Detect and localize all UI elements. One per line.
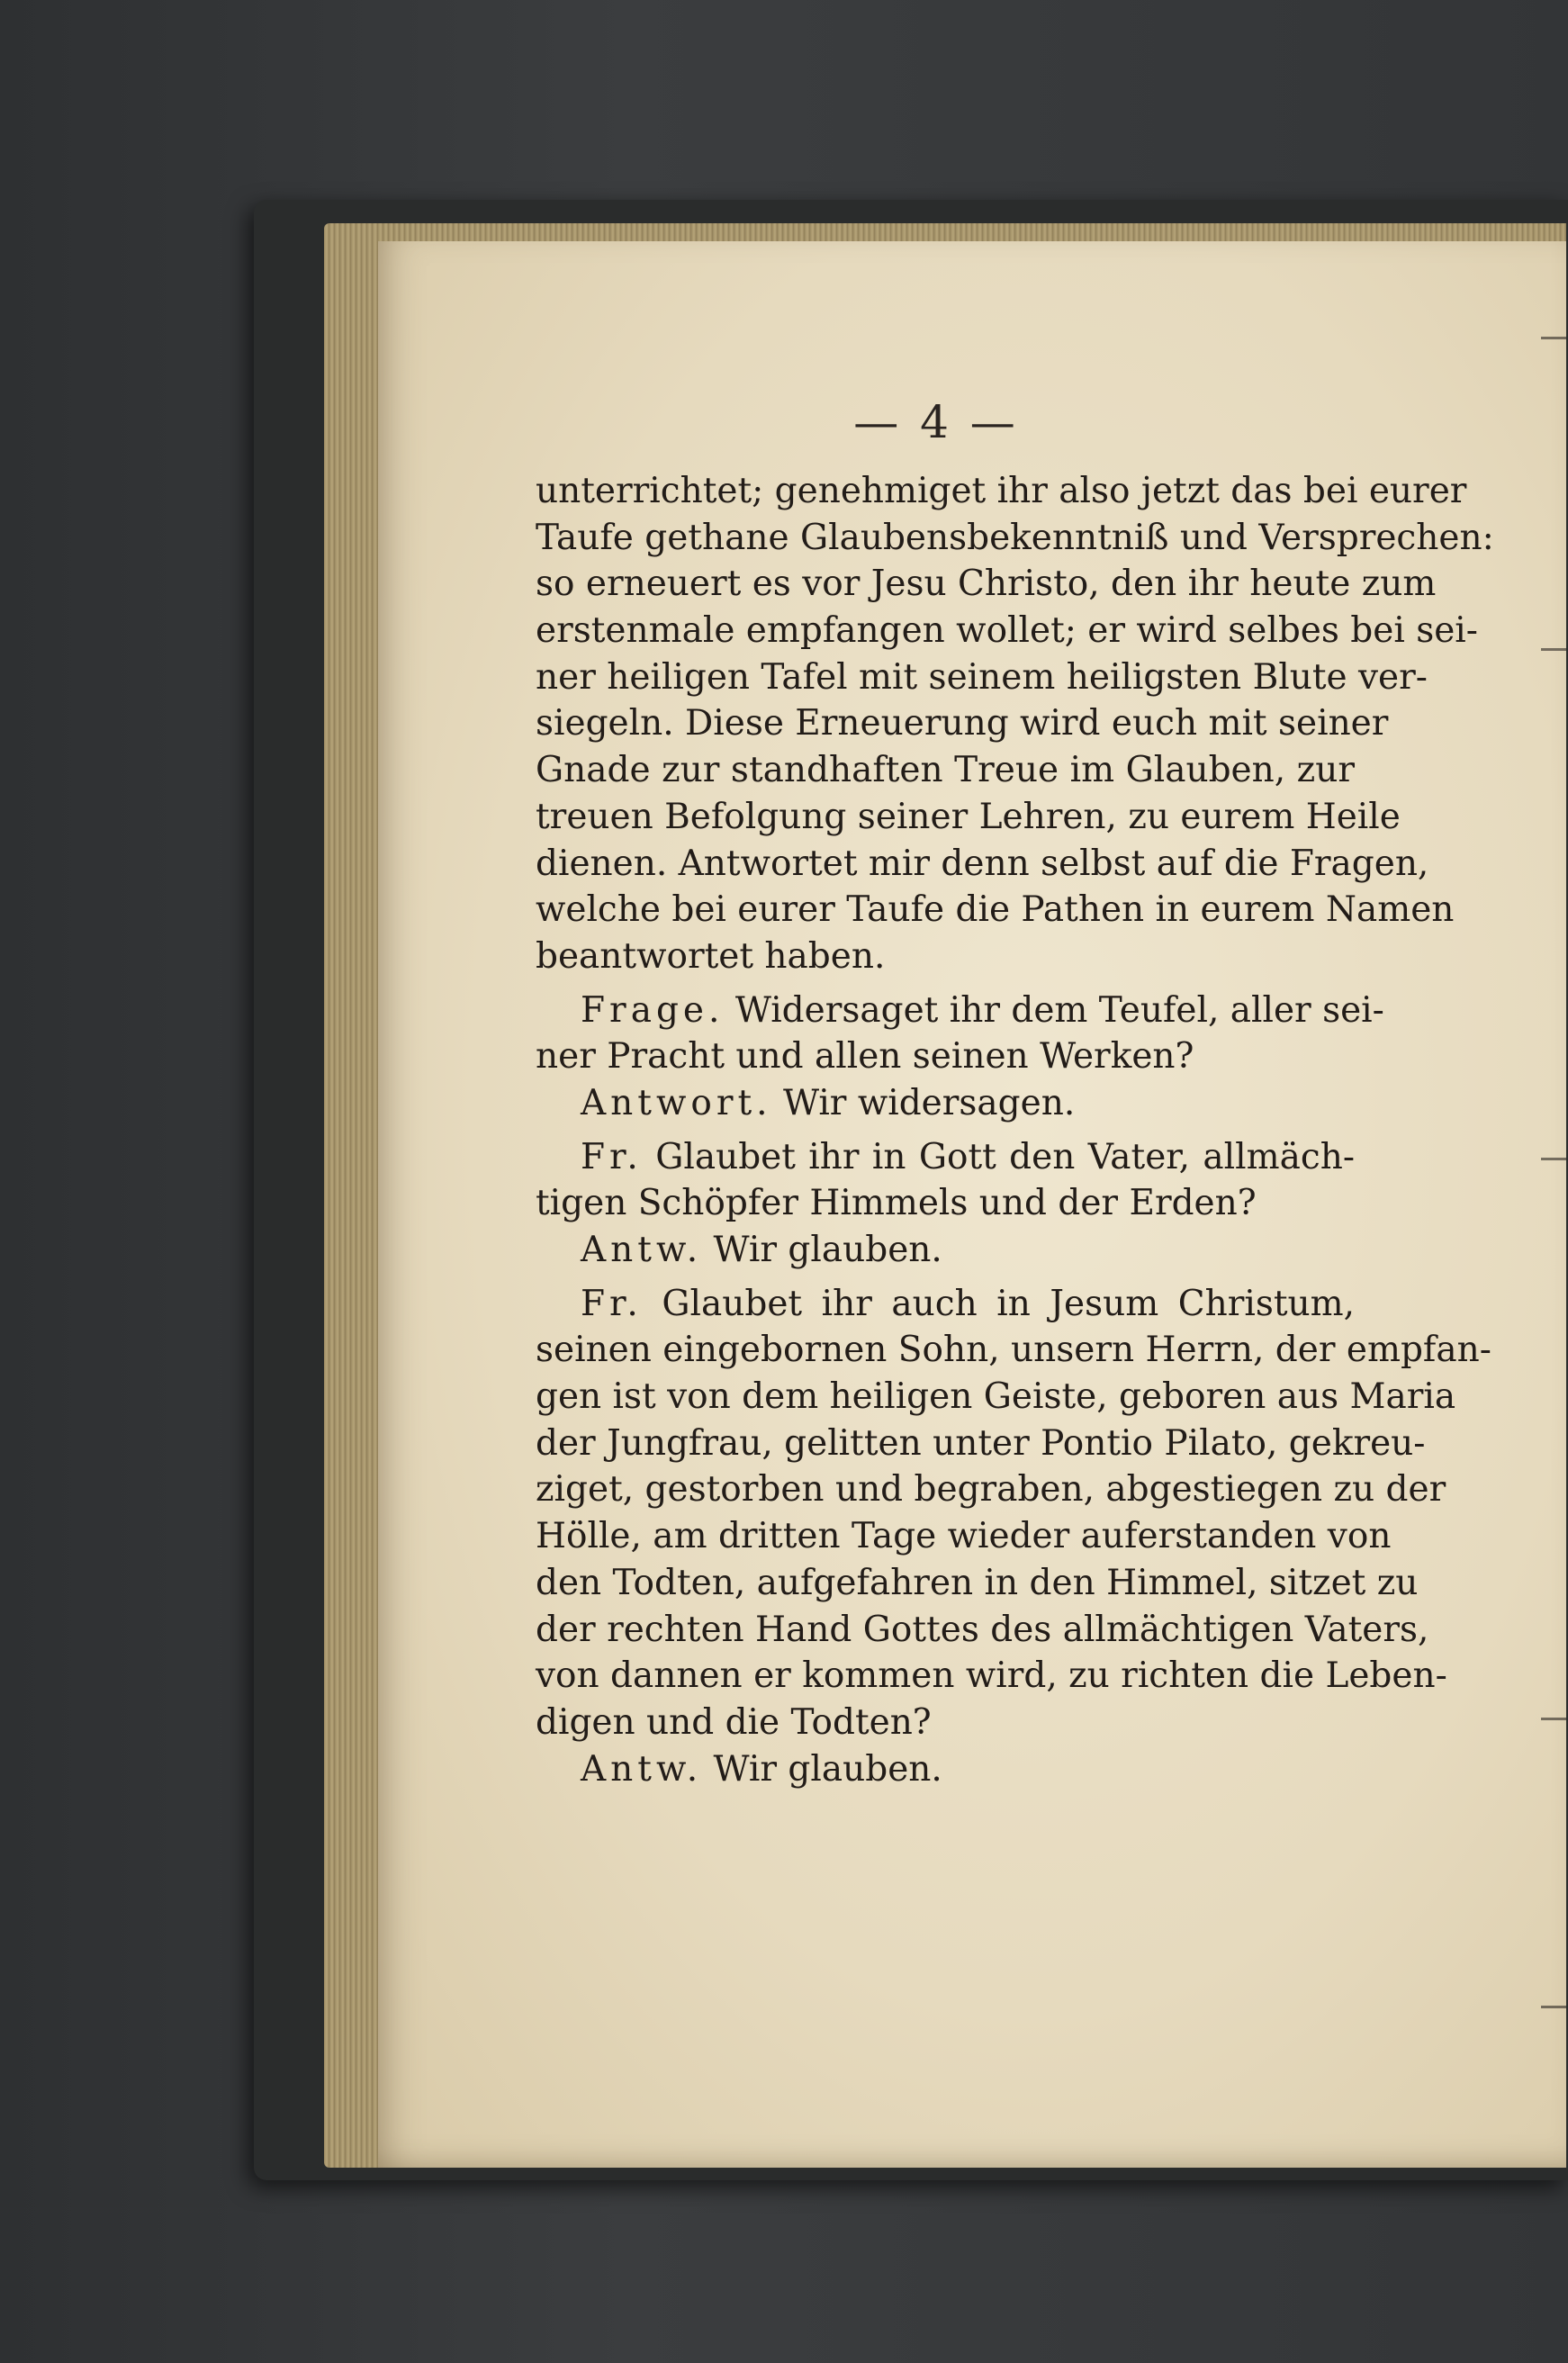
question-1 [536, 988, 1384, 1080]
text-line: der Jungfrau, gelitten unter Pontio Pilato, gekreu- [536, 1422, 1426, 1464]
text-line: so erneuert es vor Jesu Christo, den ihr heute zum [536, 564, 1437, 605]
edge-mark [1541, 1718, 1566, 1720]
text-line [536, 1227, 1355, 1274]
answer-1 [536, 1080, 1355, 1127]
text-line [536, 1746, 1355, 1793]
answer-text: Wir widersagen. [782, 1082, 1076, 1123]
text-line [536, 1281, 1355, 1328]
speaker-label: Antw. [581, 1230, 703, 1270]
question-text: Glaubet ihr in Gott den Vater, allmäch- [655, 1136, 1355, 1177]
text-line: erstenmale empfangen wollet; er wird selbes bei sei- [536, 610, 1478, 652]
text-line: ziget, gestorben und begraben, abgestiegen zu der [536, 1469, 1446, 1511]
text-line [536, 988, 1384, 1034]
answer-text: Wir glauben. [713, 1230, 942, 1270]
text-line: den Todten, aufgefahren in den Himmel, sitzet zu [536, 1562, 1419, 1603]
text-line: Taufe gethane Glaubensbekenntniß und Versprechen: [536, 517, 1494, 558]
text-line: tigen Schöpfer Himmels und der Erden? [536, 1183, 1257, 1224]
text-line: ner Pracht und allen seinen Werken? [536, 1036, 1194, 1078]
speaker-label: Fr. [581, 1136, 643, 1177]
text-line: seinen eingebornen Sohn, unsern Herrn, der empfan- [536, 1330, 1491, 1371]
text-line: ner heiligen Tafel mit seinem heiligsten Blute ver- [536, 656, 1428, 698]
text-line: siegeln. Diese Erneuerung wird euch mit seiner [536, 703, 1389, 744]
text-line: treuen Befolgung seiner Lehren, zu eurem Heile [536, 796, 1401, 837]
text-line: unterrichtet; genehmiget ihr also jetzt das bei eurer [536, 471, 1467, 511]
speaker-label: Fr. [581, 1283, 643, 1324]
edge-mark [1541, 1158, 1566, 1160]
text-line: dienen. Antwortet mir denn selbst auf die Fragen, [536, 843, 1429, 884]
edge-mark [1541, 2006, 1566, 2008]
edge-mark [1541, 337, 1566, 339]
text-line: beantwortet haben. [536, 935, 886, 977]
text-line: Hölle, am dritten Tage wieder auferstanden von [536, 1516, 1392, 1557]
text-line [536, 1080, 1355, 1127]
page-text [536, 468, 1494, 1792]
speaker-label: Antw. [581, 1748, 703, 1790]
text-line: der rechten Hand Gottes des allmächtigen Vaters, [536, 1609, 1429, 1650]
text-line: welche bei eurer Taufe die Pathen in eurem Namen [536, 889, 1455, 931]
text-line: von dannen er kommen wird, zu richten die Leben- [536, 1655, 1447, 1697]
answer-2 [536, 1227, 1355, 1274]
question-text: Widersaget ihr dem Teufel, aller sei- [734, 989, 1384, 1031]
answer-text: Wir glauben. [713, 1748, 942, 1790]
question-3 [536, 1281, 1491, 1746]
text-line [536, 1134, 1355, 1181]
paragraph-intro [536, 468, 1494, 980]
text-line: Gnade zur standhaften Treue im Glauben, zur [536, 750, 1355, 791]
edge-mark [1541, 648, 1566, 651]
question-2 [536, 1134, 1355, 1227]
speaker-label: Frage. [581, 989, 725, 1031]
text-line: digen und die Todten? [536, 1701, 932, 1743]
question-text: Glaubet ihr auch in Jesum Christum, [662, 1283, 1356, 1324]
text-line: gen ist von dem heiligen Geiste, geboren aus Maria [536, 1376, 1456, 1418]
speaker-label: Antwort. [581, 1082, 772, 1123]
answer-3 [536, 1746, 1355, 1793]
page-number: — 4 — [853, 396, 1019, 448]
